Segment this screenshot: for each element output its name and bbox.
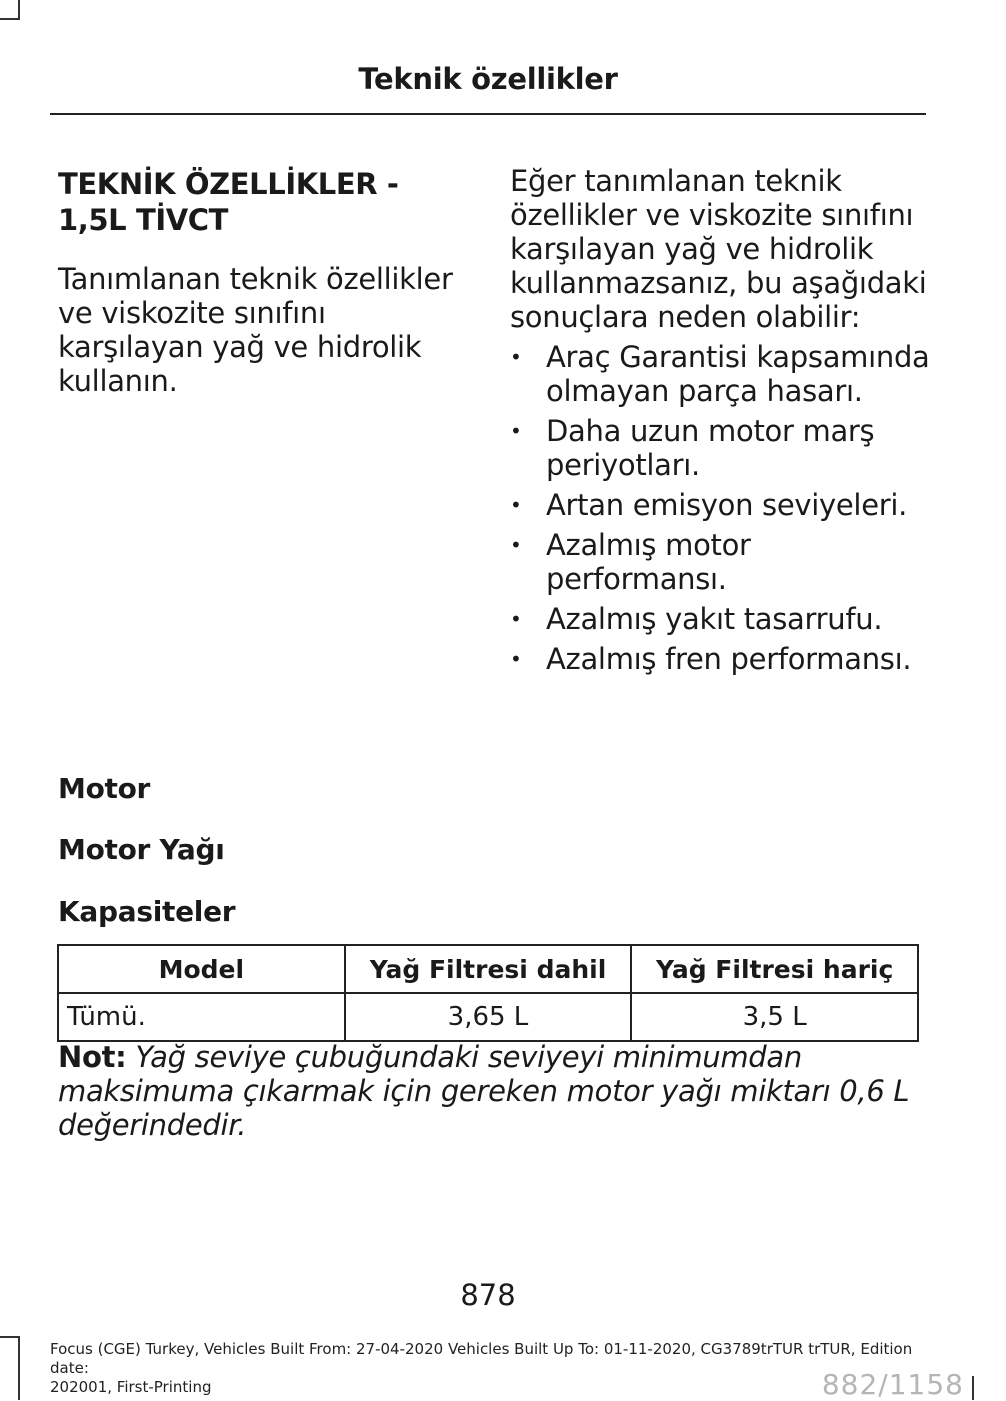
table-header-row [58,945,918,993]
crop-mark-bottom-left-vertical [18,1336,20,1400]
header-divider [50,113,926,115]
list-item [510,642,935,676]
left-column [58,166,478,398]
section-title [58,166,478,238]
crop-mark-top-left-vertical [18,0,20,18]
note-label: Not: [58,1040,127,1074]
column-header-model: Model [58,945,345,993]
column-header-without-filter: Yağ Filtresi hariç [631,945,918,993]
list-item-text: Araç Garantisi kapsamında olmayan parça hasarı. [546,340,930,408]
heading-kapasiteler: Kapasiteler [58,895,236,928]
list-item-text: Azalmış yakıt tasarrufu. [546,602,883,636]
intro-paragraph: Tanımlanan teknik özellikler ve viskozite sınıfını karşılayan yağ ve hidrolik kullanın. [58,262,453,398]
heading-motor-yagi: Motor Yağı [58,833,225,866]
footer [50,1340,950,1397]
bullet-icon: • [510,607,522,631]
note-text: Yağ seviye çubuğundaki seviyeyi minimumdan maksimuma çıkarmak için gereken motor yağı miktarı 0,6 L değerindedir. [58,1040,910,1142]
table-row [58,993,918,1041]
list-item [510,602,935,636]
list-item-text: Artan emisyon seviyeleri. [546,488,908,522]
bullet-icon: • [510,533,522,557]
list-item-text: Azalmış motor performansı. [546,528,751,596]
crop-mark-top-left-horizontal [0,18,20,20]
list-item [510,488,935,522]
section-title-line2: 1,5L TİVCT [58,203,229,237]
list-item [510,340,935,408]
footer-line2: 202001, First-Printing [50,1378,212,1396]
page-counter: 882/1158 [821,1368,964,1401]
bullet-icon: • [510,419,522,443]
footer-line1: Focus (CGE) Turkey, Vehicles Built From: 27-04-2020 Vehicles Built Up To: 01-11-2020, CG3789trTUR trTUR, Edition date: [50,1340,913,1377]
crop-mark-bottom-right-vertical [972,1376,974,1400]
page-header-title: Teknik özellikler [358,62,618,96]
table-cell-with-filter: 3,65 L [345,993,632,1041]
crop-mark-bottom-left-horizontal [0,1336,20,1338]
column-header-with-filter: Yağ Filtresi dahil [345,945,632,993]
right-column [510,164,935,682]
section-title-line1: TEKNİK ÖZELLİKLER - [58,167,399,201]
capacities-table [57,944,919,1042]
list-item [510,414,935,482]
bullet-icon: • [510,345,522,369]
warning-paragraph: Eğer tanımlanan teknik özellikler ve viskozite sınıfını karşılayan yağ ve hidrolik kullanmazsanız, bu aşağıdaki sonuçlara neden olabilir: [510,164,927,334]
table-cell-without-filter: 3,5 L [631,993,918,1041]
bullet-icon: • [510,493,522,517]
consequence-list [510,340,935,676]
bullet-icon: • [510,647,522,671]
page-number: 878 [460,1278,516,1312]
table-cell-model: Tümü. [58,993,345,1041]
note-paragraph [58,1040,928,1142]
heading-motor: Motor [58,772,151,805]
list-item [510,528,935,596]
list-item-text: Daha uzun motor marş periyotları. [546,414,875,482]
list-item-text: Azalmış fren performansı. [546,642,912,676]
